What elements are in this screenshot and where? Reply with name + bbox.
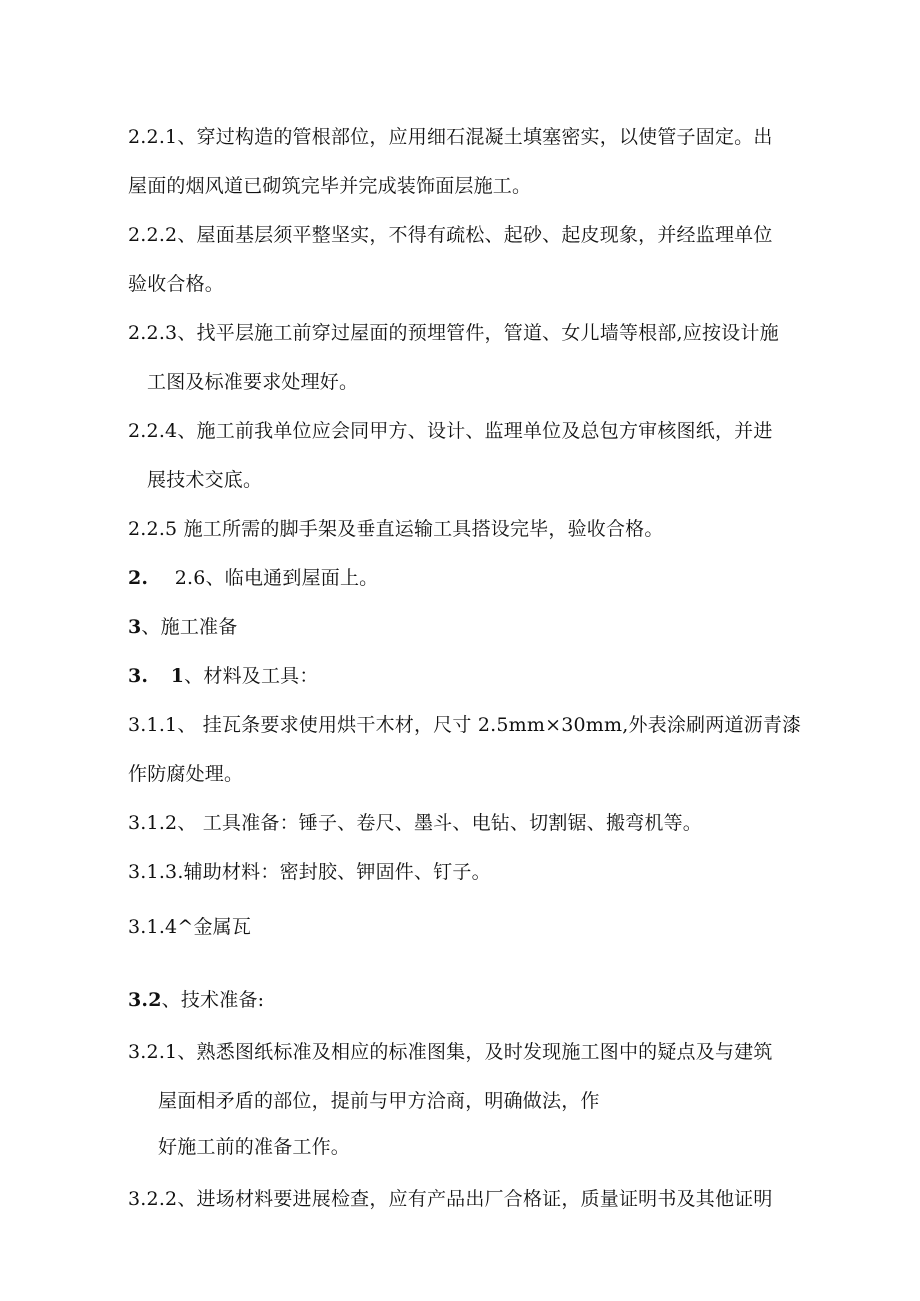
paragraph-3-2-1-line-2	[158, 1088, 600, 1114]
paragraph-3-1-4	[128, 914, 251, 940]
heading-text: 、技术准备:	[161, 989, 265, 1011]
line-text: 验收合格。	[128, 273, 225, 295]
heading-text: 、施工准备	[141, 616, 238, 638]
line-text: 2.2.1、穿过构造的管根部位，应用细石混凝土填塞密实，以使管子固定。出	[128, 126, 773, 148]
line-text: 屋面相矛盾的部位，提前与甲方洽商，明确做法，作	[158, 1090, 600, 1112]
heading-number: 3.	[128, 665, 149, 687]
heading-3-construction-preparation	[128, 614, 237, 640]
heading-3-1-materials-tools	[128, 663, 319, 689]
line-text: 屋面的烟风道已砌筑完毕并完成装饰面层施工。	[128, 175, 532, 197]
paragraph-3-1-1-line-2	[128, 761, 243, 787]
heading-number: 3.2	[128, 989, 162, 1011]
paragraph-2-6	[128, 565, 378, 591]
heading-number: 3	[128, 616, 142, 638]
line-text: 2.6、临电通到屋面上。	[174, 567, 379, 589]
line-text: 3.2.1、熟悉图纸标准及相应的标准图集，及时发现施工图中的疑点及与建筑	[128, 1041, 773, 1063]
line-text: 3.2.2、进场材料要进展检查，应有产品出厂合格证，质量证明书及其他证明	[128, 1188, 773, 1210]
line-text: 2.2.4、施工前我单位应会同甲方、设计、监理单位及总包方审核图纸，并进	[128, 420, 773, 442]
heading-number-2: 1	[170, 665, 185, 687]
paragraph-2-2-4-line-2	[147, 467, 262, 493]
paragraph-3-1-3	[128, 859, 491, 885]
line-text: 3.1.4^金属瓦	[128, 916, 252, 938]
line-text: 2.2.5 施工所需的脚手架及垂直运输工具搭设完毕，验收合格。	[128, 518, 664, 540]
paragraph-3-2-2-line-1	[128, 1186, 773, 1212]
paragraph-2-2-2-line-2	[128, 271, 224, 297]
line-text: 3.1.3.辅助材料：密封胶、钾固件、钉子。	[128, 861, 491, 883]
paragraph-2-2-1-line-1	[128, 124, 773, 150]
paragraph-2-2-4-line-1	[128, 418, 773, 444]
line-text: 2.2.2、屋面基层须平整坚实，不得有疏松、起砂、起皮现象，并经监理单位	[128, 224, 773, 246]
heading-text: 、材料及工具：	[184, 665, 319, 687]
paragraph-2-2-1-line-2	[128, 173, 531, 199]
line-text: 展技术交底。	[147, 469, 263, 491]
line-text: 3.1.2、 工具准备：锤子、卷尺、墨斗、电钻、切割锯、搬弯机等。	[128, 812, 702, 834]
line-text: 2.2.3、找平层施工前穿过屋面的预埋管件，管道、女儿墙等根部,应按设计施	[128, 322, 779, 344]
paragraph-3-2-1-line-1	[128, 1039, 773, 1065]
paragraph-3-1-1-line-1	[128, 712, 801, 738]
line-text: 3.1.1、 挂瓦条要求使用烘干木材，尺寸 2.5mm×30mm,外表涂刷两道沥青漆	[128, 714, 802, 736]
line-text: 好施工前的准备工作。	[158, 1136, 351, 1158]
paragraph-2-2-3-line-2	[147, 369, 358, 395]
paragraph-2-2-2-line-1	[128, 222, 773, 248]
paragraph-3-2-1-line-3	[158, 1134, 350, 1160]
paragraph-2-2-5	[128, 516, 664, 542]
line-text: 作防腐处理。	[128, 763, 244, 785]
paragraph-2-2-3-line-1	[128, 320, 779, 346]
paragraph-3-1-2	[128, 810, 702, 836]
line-text: 工图及标准要求处理好。	[147, 371, 359, 393]
heading-3-2-technical-preparation	[128, 987, 264, 1013]
list-number: 2.	[128, 567, 149, 589]
